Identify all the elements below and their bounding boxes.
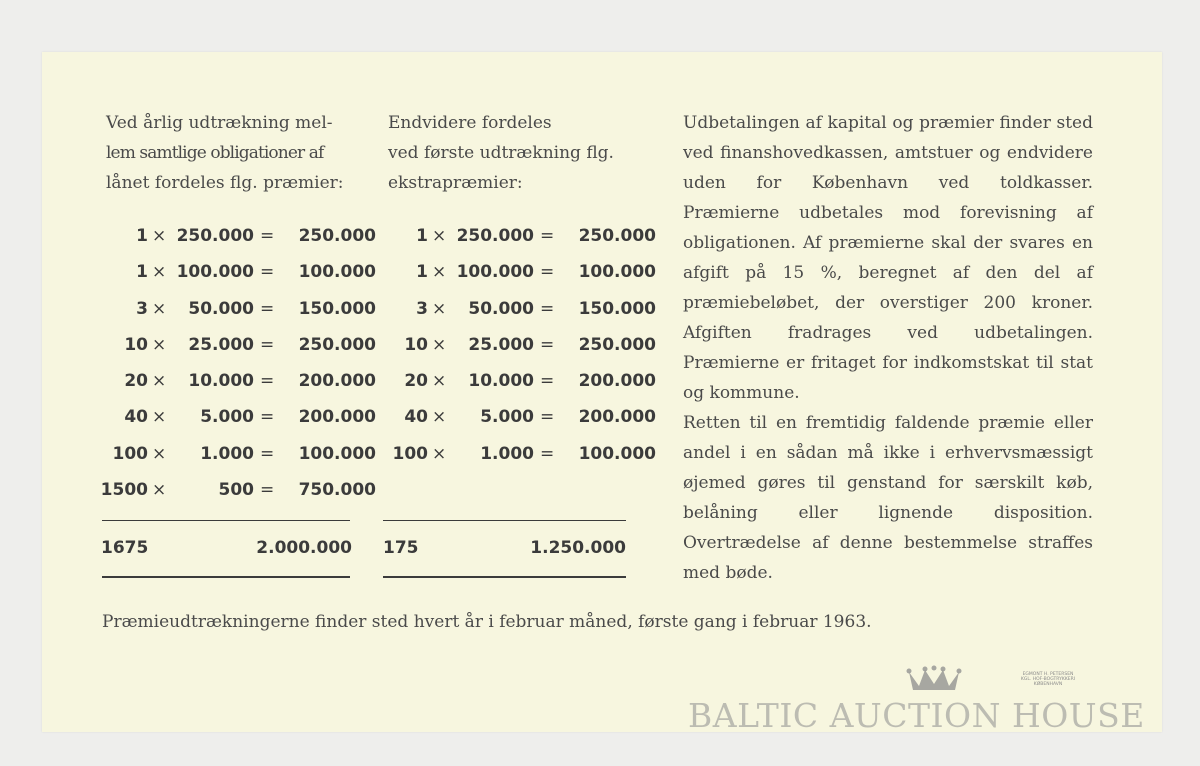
prize-count: 1	[136, 226, 148, 246]
prize-amount: 250.000	[176, 226, 254, 246]
prize-total: 250.000	[578, 226, 656, 246]
prize-amount: 250.000	[456, 226, 534, 246]
col1-sum-total: 2.000.000	[256, 538, 352, 558]
prize-amount: 1.000	[200, 443, 254, 464]
equals-sign: =	[540, 334, 555, 355]
prize-count: 40	[124, 407, 148, 428]
equals-sign: =	[260, 334, 275, 355]
prize-count: 3	[136, 298, 148, 319]
col1-intro	[106, 108, 376, 198]
equals-sign: =	[540, 262, 555, 283]
prize-total: 250.000	[298, 226, 376, 246]
divider-rule	[102, 520, 350, 521]
times-sign: ×	[152, 407, 167, 428]
equals-sign: =	[540, 443, 555, 464]
prize-amount: 50.000	[468, 298, 534, 319]
prize-total: 750.000	[298, 480, 376, 501]
divider-rule	[383, 520, 626, 521]
times-sign: ×	[432, 443, 447, 464]
col2-intro-line: Endvidere fordeles	[388, 113, 552, 133]
prize-count: 1500	[100, 480, 148, 501]
col1-sum-count: 1675	[101, 538, 149, 558]
col2-sum-count: 175	[383, 538, 419, 558]
prize-count: 1	[136, 262, 148, 283]
times-sign: ×	[152, 334, 167, 355]
col1-intro-line: lånet fordeles flg. præmier:	[106, 173, 344, 193]
printer-imprint	[1018, 672, 1078, 687]
crown-icon	[905, 664, 963, 694]
equals-sign: =	[260, 262, 275, 283]
equals-sign: =	[260, 407, 275, 428]
prize-amount: 10.000	[468, 371, 534, 392]
equals-sign: =	[260, 480, 275, 501]
prize-count: 3	[416, 298, 428, 319]
prize-total: 100.000	[298, 262, 376, 283]
times-sign: ×	[432, 298, 447, 319]
prize-amount: 5.000	[200, 407, 254, 428]
prize-total: 250.000	[578, 334, 656, 355]
col2-intro-line: ved første udtrækning flg.	[388, 143, 614, 163]
printer-line: EGMONT H. PETERSEN	[1022, 672, 1074, 677]
prize-total: 100.000	[298, 443, 376, 464]
prize-total: 150.000	[578, 298, 656, 319]
printer-line: KGL. HOF-BOGTRYKKERI	[1020, 677, 1076, 682]
divider-rule	[102, 576, 350, 578]
col1-intro-line: lem samtlige obligationer af	[106, 143, 324, 163]
equals-sign: =	[260, 443, 275, 464]
times-sign: ×	[432, 407, 447, 428]
times-sign: ×	[152, 262, 167, 283]
prize-count: 40	[404, 407, 428, 428]
times-sign: ×	[432, 262, 447, 283]
times-sign: ×	[152, 298, 167, 319]
prize-count: 10	[404, 334, 428, 355]
prize-count: 100	[392, 443, 428, 464]
times-sign: ×	[152, 371, 167, 392]
prize-amount: 100.000	[176, 262, 254, 283]
times-sign: ×	[432, 371, 447, 392]
col2-sum-total: 1.250.000	[530, 538, 626, 558]
prize-total: 100.000	[578, 262, 656, 283]
prize-amount: 10.000	[188, 371, 254, 392]
auction-watermark: BALTIC AUCTION HOUSE	[688, 696, 1145, 735]
prize-total: 200.000	[578, 407, 656, 428]
prize-total: 200.000	[298, 407, 376, 428]
times-sign: ×	[432, 334, 447, 355]
prize-count: 1	[416, 226, 428, 246]
prize-amount: 5.000	[480, 407, 534, 428]
col2-intro-line: ekstrapræmier:	[388, 173, 523, 193]
transfer-terms-para: Retten til en fremtidig faldende præmie eller andel i en sådan må ikke i erhvervsmæssigt øjemed gøres til genstand for særskilt køb, belåning eller lignende disposition. Overtrædelse af denne bestemmelse straffes med bøde.	[683, 413, 1093, 583]
printer-line: KØBENHAVN	[1033, 682, 1063, 687]
times-sign: ×	[152, 226, 167, 246]
equals-sign: =	[260, 371, 275, 392]
times-sign: ×	[432, 226, 447, 246]
equals-sign: =	[260, 226, 275, 246]
times-sign: ×	[152, 480, 167, 501]
prize-amount: 50.000	[188, 298, 254, 319]
prize-count: 100	[112, 443, 148, 464]
prize-amount: 100.000	[456, 262, 534, 283]
prize-amount: 25.000	[188, 334, 254, 355]
equals-sign: =	[540, 226, 555, 246]
col2-intro	[388, 108, 658, 198]
prize-amount: 500	[218, 480, 254, 501]
prize-count: 20	[124, 371, 148, 392]
prize-count: 1	[416, 262, 428, 283]
equals-sign: =	[260, 298, 275, 319]
times-sign: ×	[152, 443, 167, 464]
prize-total: 150.000	[298, 298, 376, 319]
equals-sign: =	[540, 371, 555, 392]
payment-terms-para: Udbetalingen af kapital og præmier finder sted ved finanshovedkassen, amtstuer og endvidere uden for København ved toldkasser. Præmierne udbetales mod forevisning af obligationen. Af præmierne skal der svares en afgift på 15 %, beregnet af den del af præmiebeløbet, der overstiger 200 kroner. Afgiften fradrages ved udbetalingen. Præmierne er fritaget for indkomstskat til stat og kommune.	[683, 113, 1093, 403]
equals-sign: =	[540, 298, 555, 319]
payment-terms	[683, 108, 1093, 588]
prize-total: 250.000	[298, 334, 376, 355]
prize-amount: 25.000	[468, 334, 534, 355]
prize-total: 200.000	[578, 371, 656, 392]
prize-total: 100.000	[578, 443, 656, 464]
prize-count: 20	[404, 371, 428, 392]
divider-rule	[383, 576, 626, 578]
prize-count: 10	[124, 334, 148, 355]
prize-total: 200.000	[298, 371, 376, 392]
prize-amount: 1.000	[480, 443, 534, 464]
col1-intro-line: Ved årlig udtrækning mel-	[106, 113, 333, 133]
equals-sign: =	[540, 407, 555, 428]
draw-schedule-note: Præmieudtrækningerne finder sted hvert år i februar måned, første gang i februar 1963.	[102, 612, 872, 632]
